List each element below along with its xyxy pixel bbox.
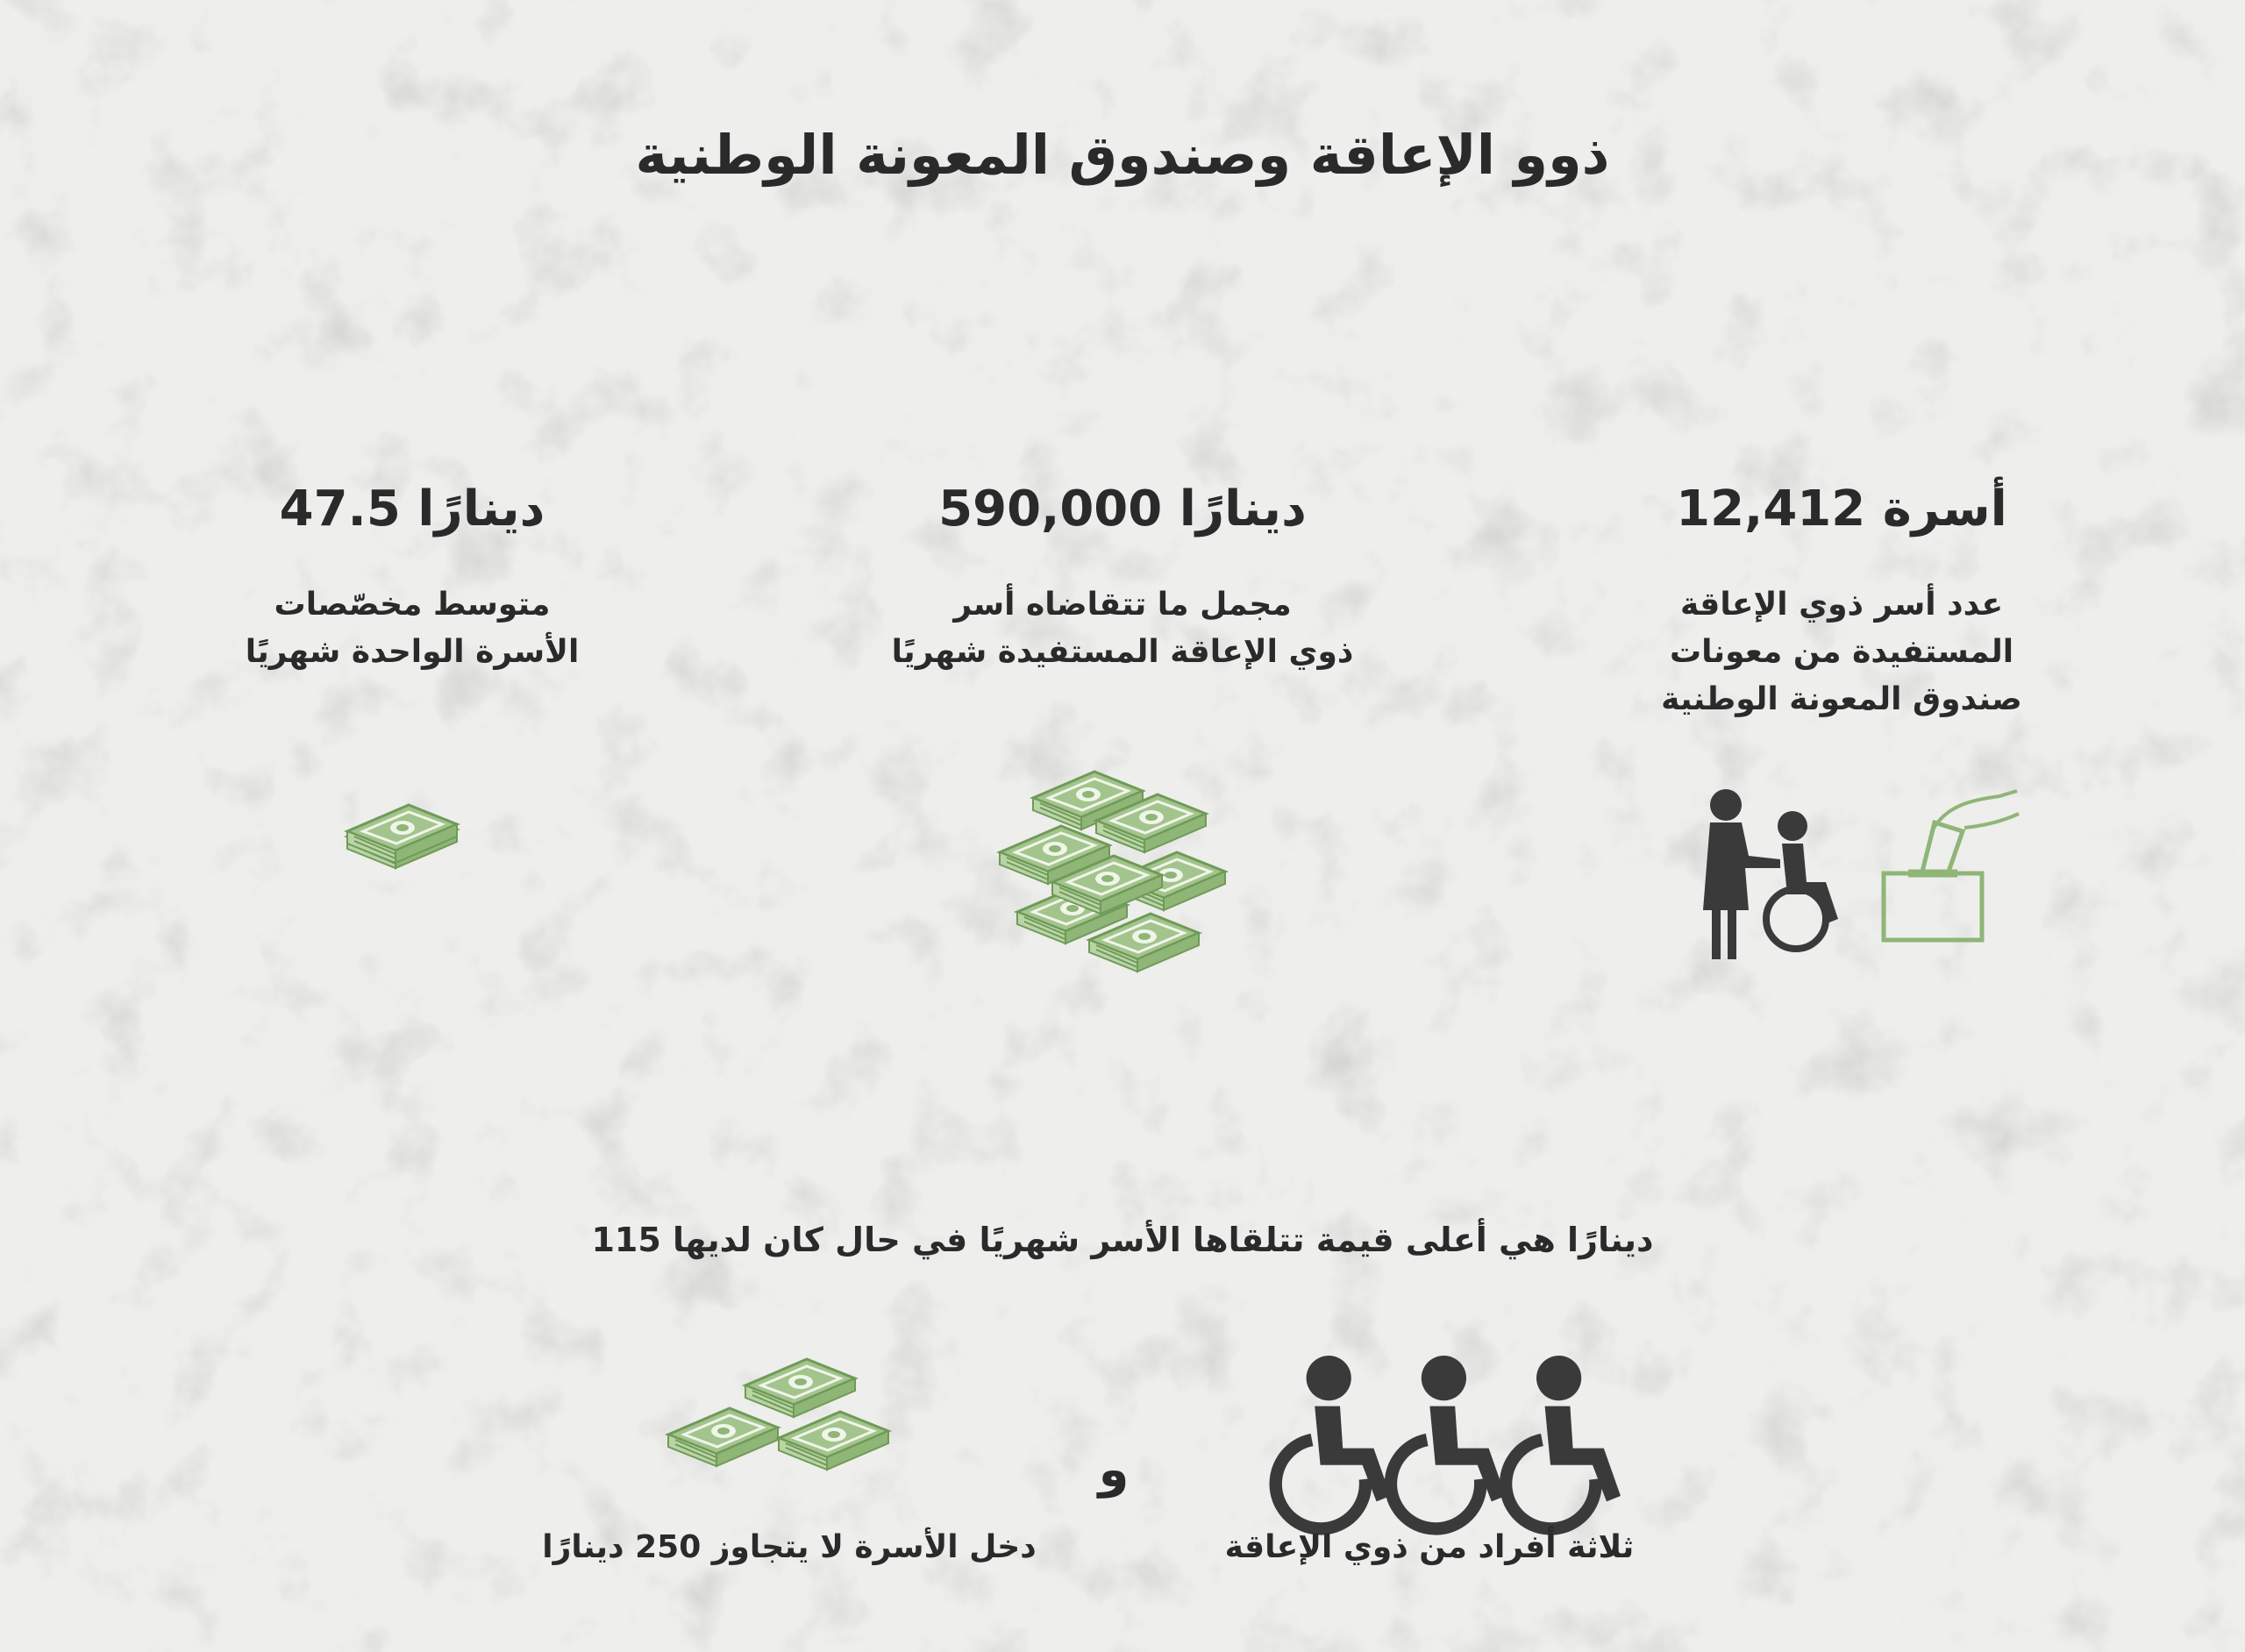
desc-line: الأسرة الواحدة شهريًا xyxy=(245,634,580,670)
three-wheelchair-users-icon xyxy=(1270,1356,1594,1513)
caregiver-wheelchair-icon xyxy=(1684,787,1846,963)
condition-income-limit: دخل الأسرة لا يتجاوز 250 دينارًا xyxy=(542,1529,1037,1565)
desc-line: المستفيدة من معونات xyxy=(1669,634,2014,670)
stat-families-value: 12,412 أسرة xyxy=(1676,481,2007,538)
conjunction-and: و xyxy=(1098,1442,1130,1499)
desc-line: ذوي الإعاقة المستفيدة شهريًا xyxy=(891,634,1354,670)
stat-average-description xyxy=(167,581,658,676)
desc-line: متوسط مخصّصات xyxy=(274,587,551,623)
stat-total-value: 590,000 دينارًا xyxy=(938,481,1307,538)
desc-line: صندوق المعونة الوطنية xyxy=(1661,681,2022,717)
stat-families xyxy=(1561,481,2122,723)
desc-line: عدد أسر ذوي الإعاقة xyxy=(1679,587,2004,623)
stat-average xyxy=(167,481,658,676)
condition-disabled-members: ثلاثة أفراد من ذوي الإعاقة xyxy=(1224,1529,1635,1565)
money-stack-icon xyxy=(347,805,461,884)
money-bundle-icon xyxy=(668,1359,914,1491)
ballot-box-icon xyxy=(1877,787,2026,945)
stat-average-value: 47.5 دينارًا xyxy=(279,481,545,538)
desc-line: مجمل ما تتقاضاه أسر xyxy=(953,587,1292,623)
page-title: ذوو الإعاقة وصندوق المعونة الوطنية xyxy=(635,123,1610,187)
stat-total-monthly xyxy=(816,481,1429,676)
stat-total-description xyxy=(816,581,1429,676)
max-allowance-headline: 115 دينارًا هي أعلى قيمة تتلقاها الأسر شهريًا في حال كان لديها xyxy=(591,1221,1654,1259)
stat-families-description xyxy=(1561,581,2122,723)
money-pile-icon xyxy=(1000,772,1237,982)
